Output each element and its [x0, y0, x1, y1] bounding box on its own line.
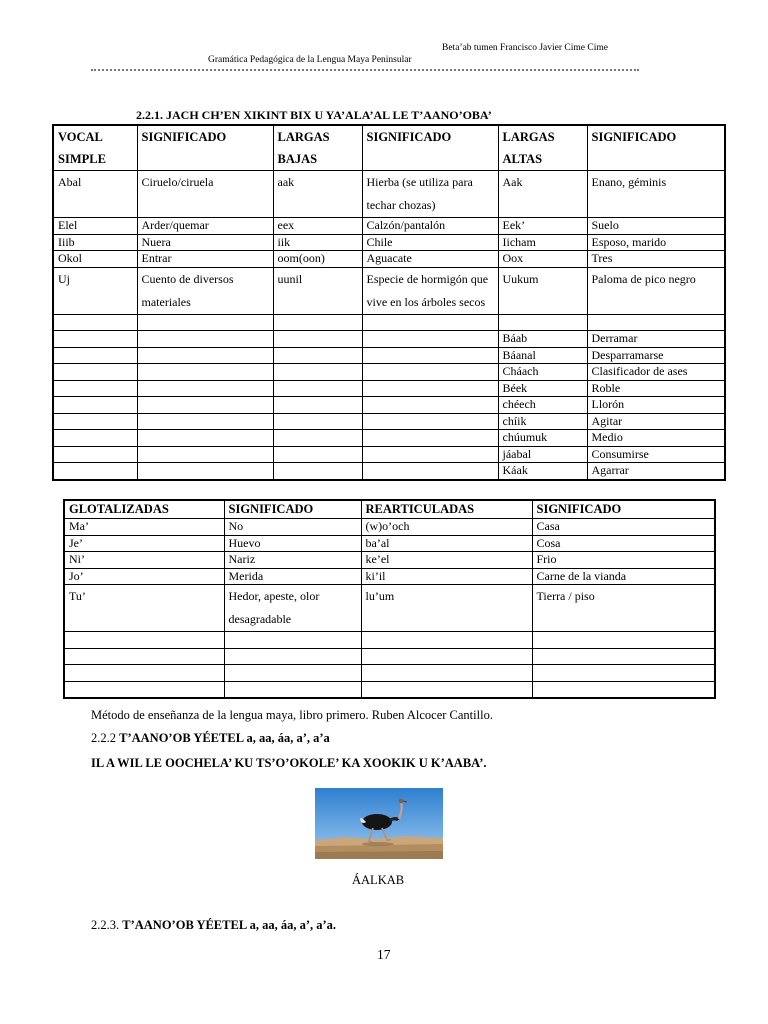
table-cell: Merida	[224, 568, 361, 585]
section-2-2-2-heading	[91, 731, 330, 746]
table-cell	[137, 397, 273, 414]
table-cell: Desparramarse	[587, 347, 725, 364]
method-reference: Método de enseñanza de la lengua maya, libro primero. Ruben Alcocer Cantillo.	[91, 708, 493, 722]
table-cell	[53, 314, 137, 331]
table-cell: Huevo	[224, 535, 361, 552]
table-cell	[362, 331, 498, 348]
table-cell	[361, 665, 532, 682]
table-cell: ba’al	[361, 535, 532, 552]
table-cell: Llorón	[587, 397, 725, 414]
table-cell	[362, 380, 498, 397]
table-row	[64, 519, 715, 536]
page-number: 17	[377, 947, 391, 962]
table-row	[53, 446, 725, 463]
section-text: T’AANO’OB YÉETEL a, aa, áa, a’, a’a.	[122, 918, 337, 932]
table-cell: Casa	[532, 519, 715, 536]
table-row	[53, 234, 725, 251]
section-number: 2.2.2	[91, 731, 116, 745]
ostrich-photo-icon	[315, 788, 443, 859]
table-cell: chéech	[498, 397, 587, 414]
table-cell: Jo’	[64, 568, 224, 585]
table-cell: Ciruelo/ciruela	[137, 171, 273, 218]
table-cell: Consumirse	[587, 446, 725, 463]
table-cell: Cháach	[498, 364, 587, 381]
header-cell: GLOTALIZADAS	[64, 500, 224, 519]
table-cell	[273, 331, 362, 348]
table-cell: Carne de la vianda	[532, 568, 715, 585]
table-cell: Je’	[64, 535, 224, 552]
table-cell: Tierra / piso	[532, 585, 715, 632]
table-cell: Frio	[532, 552, 715, 569]
header-cell: LARGAS BAJAS	[273, 125, 362, 171]
table-cell	[273, 347, 362, 364]
table-cell	[224, 665, 361, 682]
table-cell: Káak	[498, 463, 587, 480]
table-row	[64, 568, 715, 585]
table-row	[64, 585, 715, 632]
table-cell	[532, 681, 715, 698]
table-row	[53, 331, 725, 348]
table-cell: Abal	[53, 171, 137, 218]
table-cell	[64, 648, 224, 665]
table-cell	[361, 648, 532, 665]
table-cell: Especie de hormigón que vive en los árboles secos	[362, 267, 498, 314]
table-cell: Agarrar	[587, 463, 725, 480]
table-cell	[273, 364, 362, 381]
table-cell	[137, 463, 273, 480]
header-book-title: Gramática Pedagógica de la Lengua Maya Peninsular	[208, 55, 412, 65]
table-cell	[53, 397, 137, 414]
table-row	[53, 314, 725, 331]
table-cell	[224, 648, 361, 665]
table-cell: Paloma de pico negro	[587, 267, 725, 314]
table-row	[64, 632, 715, 649]
table-cell	[532, 648, 715, 665]
table-cell: Tu’	[64, 585, 224, 632]
table-cell: Uukum	[498, 267, 587, 314]
table-cell	[64, 681, 224, 698]
instruction-text: IL A WIL LE OOCHELA’ KU TS’O’OKOLE’ KA XOOKIK U K’AABA’.	[91, 756, 487, 770]
table-cell: Uj	[53, 267, 137, 314]
table-cell: Ma’	[64, 519, 224, 536]
table-cell: Chile	[362, 234, 498, 251]
table-cell	[273, 413, 362, 430]
section-2-2-3-heading	[91, 918, 336, 933]
table-cell	[137, 331, 273, 348]
table-cell	[587, 314, 725, 331]
table-cell	[137, 380, 273, 397]
table-cell: Enano, géminis	[587, 171, 725, 218]
table-cell: Elel	[53, 218, 137, 235]
table-cell	[53, 463, 137, 480]
table-cell: Medio	[587, 430, 725, 447]
table-cell	[137, 430, 273, 447]
table-cell	[532, 665, 715, 682]
table-cell	[137, 446, 273, 463]
table-cell	[273, 463, 362, 480]
glottal-table	[63, 499, 716, 699]
table-cell	[532, 632, 715, 649]
table-cell: Derramar	[587, 331, 725, 348]
table-cell: ke’el	[361, 552, 532, 569]
table-cell: oom(oon)	[273, 251, 362, 268]
table-cell: Roble	[587, 380, 725, 397]
table-cell: Okol	[53, 251, 137, 268]
header-cell: SIGNIFICADO	[362, 125, 498, 171]
table-cell	[362, 397, 498, 414]
table-cell	[53, 331, 137, 348]
table-cell: Eek’	[498, 218, 587, 235]
table-cell: Cuento de diversos materiales	[137, 267, 273, 314]
table-header-row	[53, 125, 725, 171]
table-cell	[362, 446, 498, 463]
header-cell: VOCAL SIMPLE	[53, 125, 137, 171]
table-cell	[53, 347, 137, 364]
table-cell	[362, 430, 498, 447]
table-cell: Aguacate	[362, 251, 498, 268]
section-title: 2.2.1. JACH CH’EN XIKINT BIX U YA’ALA’AL LE T’AANO’OBA’	[136, 108, 492, 122]
image-caption: ÁALKAB	[352, 873, 405, 887]
table-row	[64, 648, 715, 665]
table-cell: Nuera	[137, 234, 273, 251]
table-cell	[498, 314, 587, 331]
table-row	[53, 267, 725, 314]
table-cell: Hedor, apeste, olor desagradable	[224, 585, 361, 632]
table-cell: lu’um	[361, 585, 532, 632]
table-cell	[273, 380, 362, 397]
table-row	[53, 171, 725, 218]
header-cell: REARTICULADAS	[361, 500, 532, 519]
header-cell: SIGNIFICADO	[137, 125, 273, 171]
table-cell	[53, 446, 137, 463]
table-cell: aak	[273, 171, 362, 218]
table-cell: Aak	[498, 171, 587, 218]
table-cell: chúumuk	[498, 430, 587, 447]
section-text: T’AANO’OB YÉETEL a, aa, áa, a’, a’a	[119, 731, 330, 745]
table-cell	[362, 463, 498, 480]
table-cell: Arder/quemar	[137, 218, 273, 235]
table-cell	[361, 681, 532, 698]
table-row	[64, 535, 715, 552]
table-header-row	[64, 500, 715, 519]
vowel-table	[52, 124, 726, 481]
glottal-table-body	[64, 519, 715, 699]
table-cell	[224, 681, 361, 698]
table-row	[53, 251, 725, 268]
table-cell: Báab	[498, 331, 587, 348]
table-cell: Nariz	[224, 552, 361, 569]
table-cell: Oox	[498, 251, 587, 268]
table-cell	[137, 347, 273, 364]
table-cell: Suelo	[587, 218, 725, 235]
table-cell	[64, 665, 224, 682]
table-cell	[273, 314, 362, 331]
table-row	[53, 397, 725, 414]
table-cell	[273, 446, 362, 463]
table-cell	[273, 397, 362, 414]
table-cell: Tres	[587, 251, 725, 268]
table-cell: Ni’	[64, 552, 224, 569]
table-cell: Clasificador de ases	[587, 364, 725, 381]
table-cell: Esposo, marido	[587, 234, 725, 251]
table-row	[53, 463, 725, 480]
table-cell: No	[224, 519, 361, 536]
table-row	[53, 347, 725, 364]
table-cell: Iicham	[498, 234, 587, 251]
vowel-table-body	[53, 171, 725, 480]
table-cell	[362, 314, 498, 331]
header-cell: SIGNIFICADO	[224, 500, 361, 519]
table-cell: (w)o’och	[361, 519, 532, 536]
table-row	[64, 681, 715, 698]
table-cell	[137, 413, 273, 430]
table-cell: Hierba (se utiliza para techar chozas)	[362, 171, 498, 218]
section-number: 2.2.3.	[91, 918, 120, 932]
header-author: Beta’ab tumen Francisco Javier Cime Cime	[442, 43, 608, 53]
table-cell: chíik	[498, 413, 587, 430]
header-divider	[91, 69, 639, 71]
table-row	[53, 218, 725, 235]
table-cell: Cosa	[532, 535, 715, 552]
header-cell: LARGAS ALTAS	[498, 125, 587, 171]
table-row	[53, 364, 725, 381]
table-cell: ki’il	[361, 568, 532, 585]
table-cell: Béek	[498, 380, 587, 397]
table-cell	[224, 632, 361, 649]
table-cell: eex	[273, 218, 362, 235]
table-cell: Calzón/pantalón	[362, 218, 498, 235]
table-row	[53, 380, 725, 397]
ostrich-image	[315, 788, 443, 859]
table-cell	[137, 364, 273, 381]
table-row	[53, 413, 725, 430]
header-cell: SIGNIFICADO	[532, 500, 715, 519]
table-cell	[362, 347, 498, 364]
table-cell: iik	[273, 234, 362, 251]
table-cell	[53, 364, 137, 381]
table-cell	[53, 380, 137, 397]
table-row	[53, 430, 725, 447]
table-row	[64, 552, 715, 569]
table-cell	[64, 632, 224, 649]
table-cell	[273, 430, 362, 447]
table-cell: Iiib	[53, 234, 137, 251]
table-cell: Entrar	[137, 251, 273, 268]
table-cell: jáabal	[498, 446, 587, 463]
table-cell	[53, 413, 137, 430]
table-cell	[362, 413, 498, 430]
table-cell	[361, 632, 532, 649]
table-row	[64, 665, 715, 682]
table-cell: Agitar	[587, 413, 725, 430]
header-cell: SIGNIFICADO	[587, 125, 725, 171]
table-cell: uunil	[273, 267, 362, 314]
table-cell	[53, 430, 137, 447]
table-cell	[362, 364, 498, 381]
table-cell	[137, 314, 273, 331]
table-cell: Báanal	[498, 347, 587, 364]
